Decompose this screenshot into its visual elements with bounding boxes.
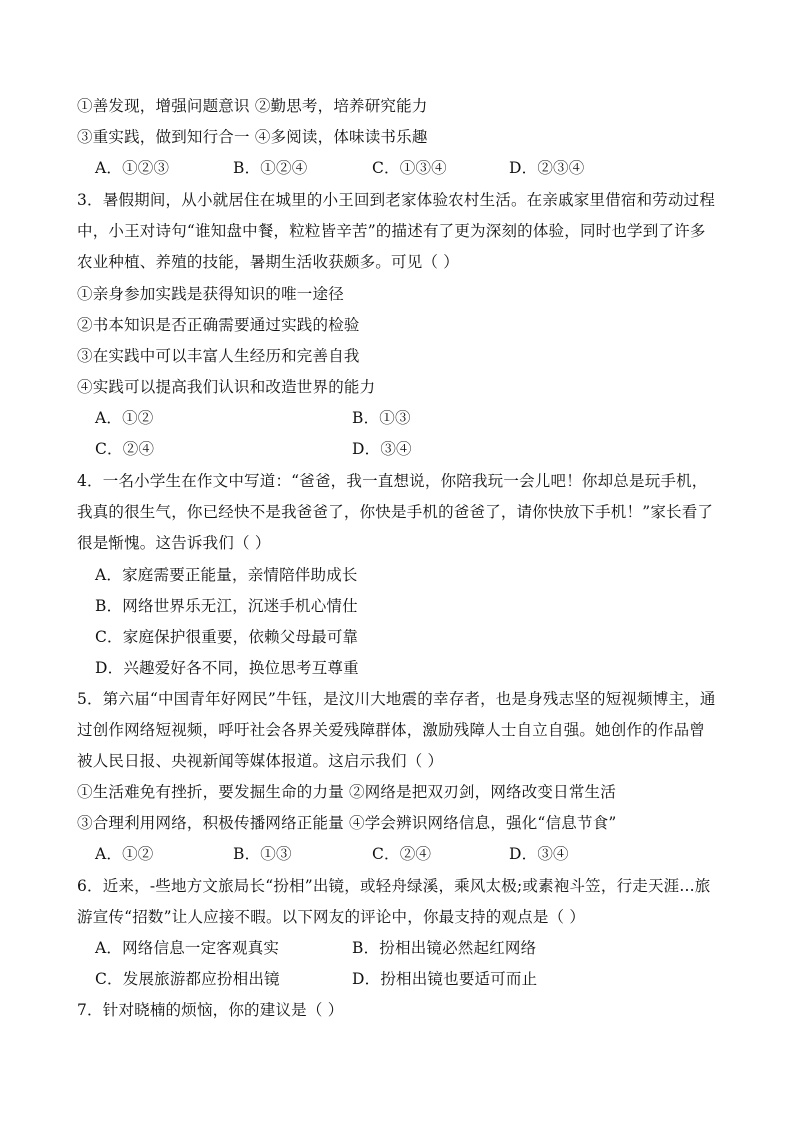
q2-option-b[interactable]: B．①②④ — [233, 159, 308, 177]
q2-statement-line-2: ③重实践，做到知行合一 ④多阅读，体味读书乐趣 — [77, 128, 428, 146]
q2-statement-line-1: ①善发现，增强问题意识 ②勤思考，培养研究能力 — [77, 97, 428, 115]
q4-stem-line-3: 很是惭愧。这告诉我们（ ） — [77, 534, 271, 552]
q3-stem-line-1: 3．暑假期间，从小就居住在城里的小王回到老家体验农村生活。在亲戚家里借宿和劳动过程 — [77, 191, 716, 209]
q3-statement-3: ③在实践中可以丰富人生经历和完善自我 — [77, 347, 360, 365]
q4-option-a[interactable]: A．家庭需要正能量，亲情陪伴助成长 — [95, 566, 358, 584]
q3-option-a[interactable]: A．①② — [95, 409, 154, 427]
q5-option-b[interactable]: B．①③ — [233, 845, 292, 863]
q3-options-row-2 — [95, 439, 734, 459]
q6-options-row-2 — [95, 969, 734, 989]
q3-option-c[interactable]: C．②④ — [95, 440, 155, 458]
q4-option-d[interactable]: D．兴趣爱好各不同，换位思考互尊重 — [95, 659, 359, 677]
q3-statement-4: ④实践可以提高我们认识和改造世界的能力 — [77, 378, 376, 396]
q5-option-a[interactable]: A．①② — [95, 845, 154, 863]
q5-stem-line-3: 被人民日报、央视新闻等媒体报道。这启示我们（ ） — [77, 752, 444, 770]
q5-option-c[interactable]: C．②④ — [372, 845, 432, 863]
q3-statement-1: ①亲身参加实践是获得知识的唯一途径 — [77, 285, 344, 303]
q4-option-b[interactable]: B．网络世界乐无江，沉迷手机心情仕 — [95, 597, 358, 615]
q6-option-a[interactable]: A．网络信息一定客观真实 — [95, 939, 280, 957]
q6-stem-line-2: 游宣传“招数”让人应接不暇。以下网友的评论中，你最支持的观点是（ ） — [77, 908, 586, 926]
q5-stem-line-1: 5．第六届“中国青年好网民”牛钰，是汶川大地震的幸存者，也是身残志坚的短视频博主，通 — [77, 690, 716, 708]
q5-statement-line-1: ①生活难免有挫折，要发掘生命的力量 ②网络是把双刃剑，网络改变日常生活 — [77, 783, 616, 801]
q7-stem: 7．针对晓楠的烦恼，你的建议是（ ） — [77, 1001, 344, 1019]
q4-option-c[interactable]: C．家庭保护很重要，依赖父母最可靠 — [95, 628, 359, 646]
q5-statement-line-2: ③合理利用网络，积极传播网络正能量 ④学会辨识网络信息，强化“信息节食” — [77, 814, 617, 832]
q6-option-c[interactable]: C．发展旅游都应扮相出镜 — [95, 970, 280, 988]
q5-stem-line-2: 过创作网络短视频，呼吁社会各界关爱残障群体，激励残障人士自立自强。她创作的作品曾 — [77, 721, 706, 739]
q5-option-d[interactable]: D．③④ — [509, 845, 569, 863]
q2-options — [95, 158, 734, 178]
q3-statement-2: ②书本知识是否正确需要通过实践的检验 — [77, 316, 360, 334]
q2-option-a[interactable]: A．①②③ — [95, 159, 170, 177]
q3-stem-line-2: 中，小王对诗句“谁知盘中餐，粒粒皆辛苦”的描述有了更为深刻的体验，同时也学到了许多 — [77, 222, 706, 240]
q6-option-b[interactable]: B．扮相出镜必然起红网络 — [352, 939, 537, 957]
q3-options-row-1 — [95, 408, 734, 428]
q6-stem-line-1: 6．近来，-些地方文旅局长“扮相”出镜，或轻舟绿溪，乘风太极;或素袍斗笠，行走天涯...旅 — [77, 877, 711, 895]
q6-option-d[interactable]: D．扮相出镜也要适可而止 — [352, 970, 538, 988]
q4-stem-line-2: 我真的很生气，你已经快不是我爸爸了，你快是手机的爸爸了，请你快放下手机！”家长看了 — [77, 503, 714, 521]
q3-option-b[interactable]: B．①③ — [352, 409, 411, 427]
q3-stem-line-3: 农业种植、养殖的技能，暑期生活收获颇多。可见（ ） — [77, 253, 459, 271]
q2-option-d[interactable]: D．②③④ — [509, 159, 585, 177]
q5-options — [95, 844, 734, 864]
q2-option-c[interactable]: C．①③④ — [372, 159, 447, 177]
q6-options-row-1 — [95, 938, 734, 958]
q4-stem-line-1: 4．一名小学生在作文中写道：“爸爸，我一直想说，你陪我玩一会儿吧！你却总是玩手机， — [77, 472, 708, 490]
q3-option-d[interactable]: D．③④ — [352, 440, 412, 458]
